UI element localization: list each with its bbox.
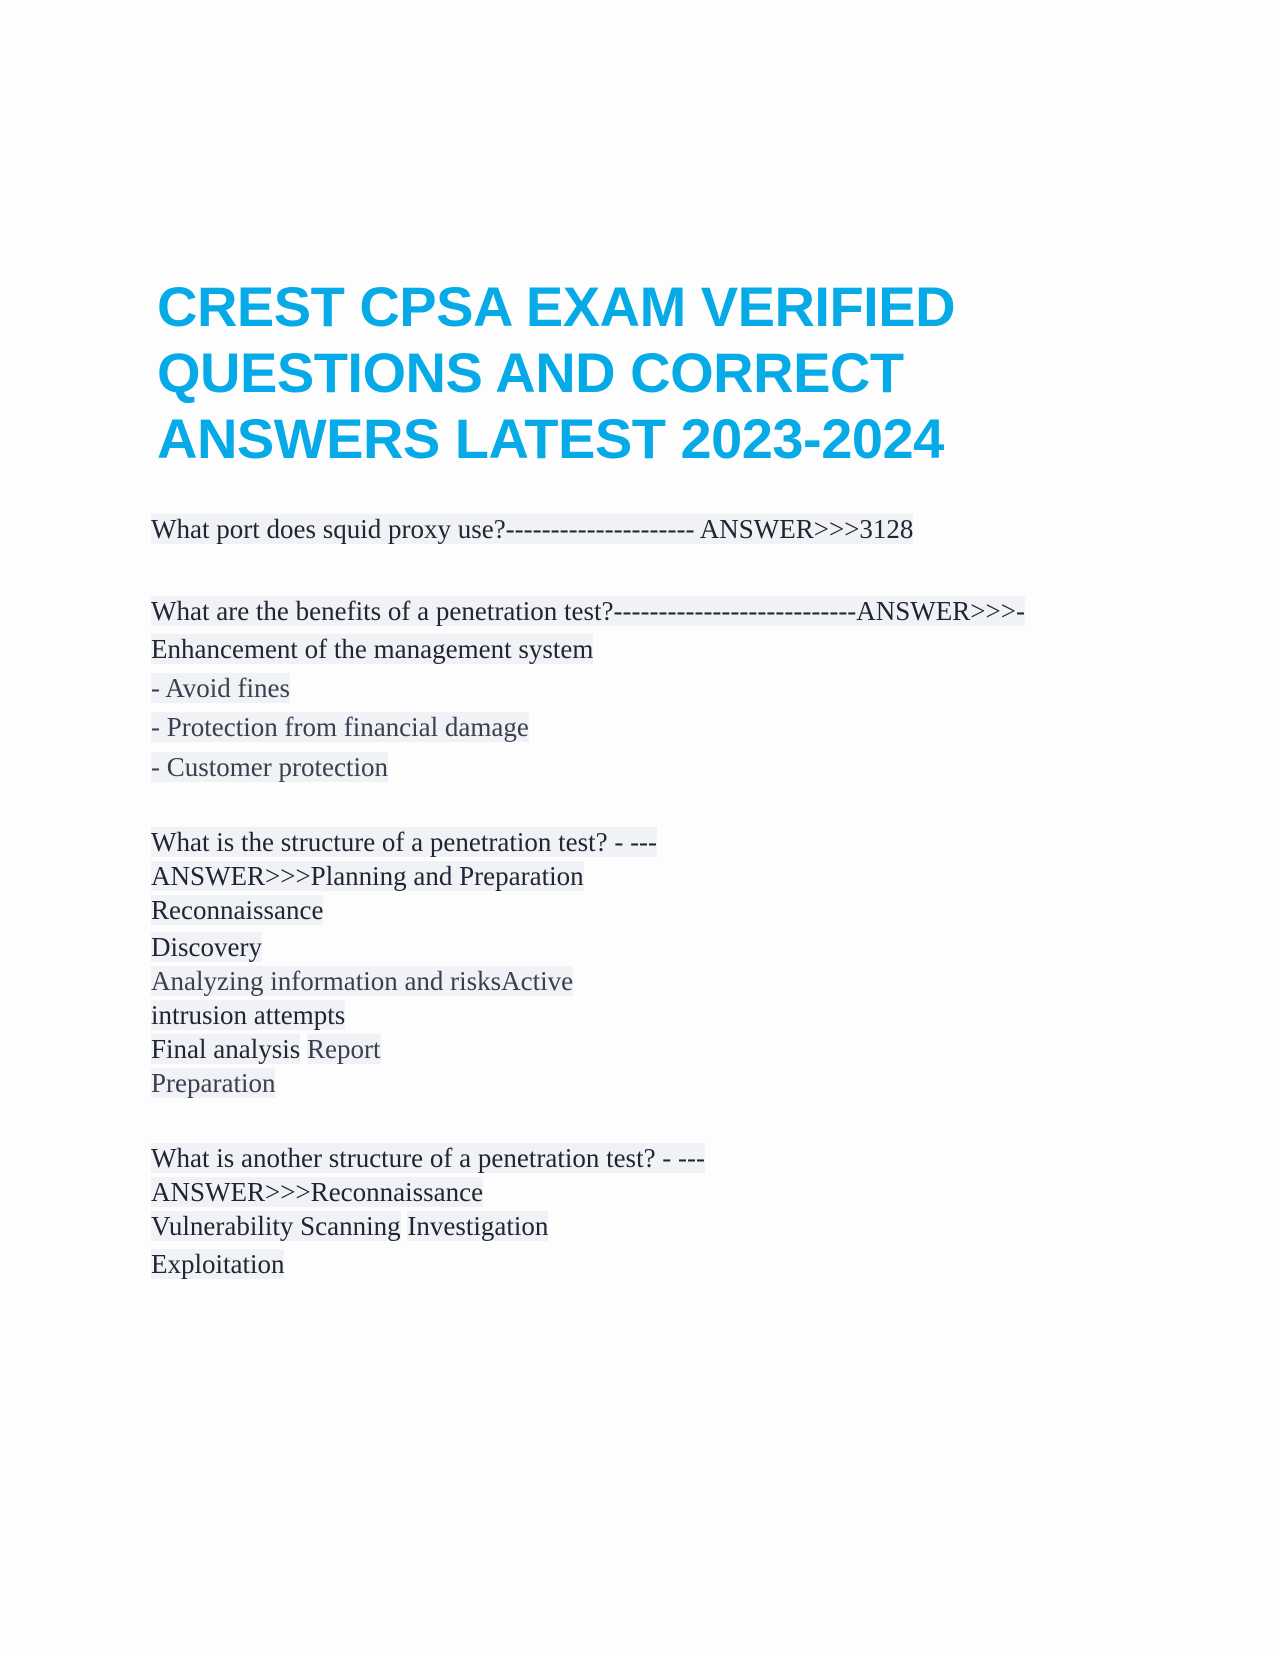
qa-3-line-5 [151,965,573,998]
qa-2-question: What are the benefits of a penetration test?---------------------------ANSWER>>>- [151,596,1025,626]
qa-1-text: What port does squid proxy use?--------------------- ANSWER>>>3128 [151,514,914,544]
qa-2-line-2 [151,633,593,666]
qa-3-step-3: Analyzing information and risksActive [151,966,574,996]
qa-3-step-7: Preparation [151,1068,276,1098]
qa-2-line-1 [151,595,1025,628]
qa-3-line-3 [151,894,323,927]
qa-4-line-1 [151,1142,705,1175]
title-line-1: CREST CPSA EXAM VERIFIED [157,275,956,338]
qa-1-line-1 [151,513,913,546]
qa-3-line-1 [151,826,657,859]
qa-2-bullet-1: - Avoid fines [151,673,290,703]
qa-3-line-6 [151,999,345,1032]
qa-4-step-1: Vulnerability Scanning [151,1211,401,1241]
qa-2-bullet-3: - Customer protection [151,752,388,782]
qa-3-step-6: Report [307,1034,381,1064]
qa-3-line-2 [151,860,584,893]
qa-3-step-2: Discovery [151,932,262,962]
qa-4-line-3 [151,1210,548,1243]
qa-4-line-2 [151,1176,483,1209]
qa-3-step-1: Reconnaissance [151,895,324,925]
qa-3-step-4: intrusion attempts [151,1000,346,1030]
qa-4-answer: ANSWER>>>Reconnaissance [151,1177,484,1207]
qa-3-answer: ANSWER>>>Planning and Preparation [151,861,584,891]
document-title [157,274,1057,472]
qa-2-answer: Enhancement of the management system [151,634,594,664]
qa-3-step-5: Final analysis [151,1034,301,1064]
qa-3-line-7 [151,1033,381,1066]
qa-3-line-4 [151,931,262,964]
qa-2-line-5 [151,751,388,784]
title-line-2: QUESTIONS AND CORRECT [157,341,904,404]
qa-4-step-2: Investigation [407,1211,549,1241]
qa-2-line-3 [151,672,290,705]
qa-2-line-4 [151,711,529,744]
qa-4-question: What is another structure of a penetration test? - --- [151,1143,706,1173]
title-line-3: ANSWERS LATEST 2023-2024 [157,407,944,470]
qa-3-line-8 [151,1067,275,1100]
qa-2-bullet-2: - Protection from financial damage [151,712,529,742]
qa-3-question: What is the structure of a penetration test? - --- [151,827,658,857]
qa-4-line-4 [151,1248,284,1281]
qa-4-step-3: Exploitation [151,1249,285,1279]
